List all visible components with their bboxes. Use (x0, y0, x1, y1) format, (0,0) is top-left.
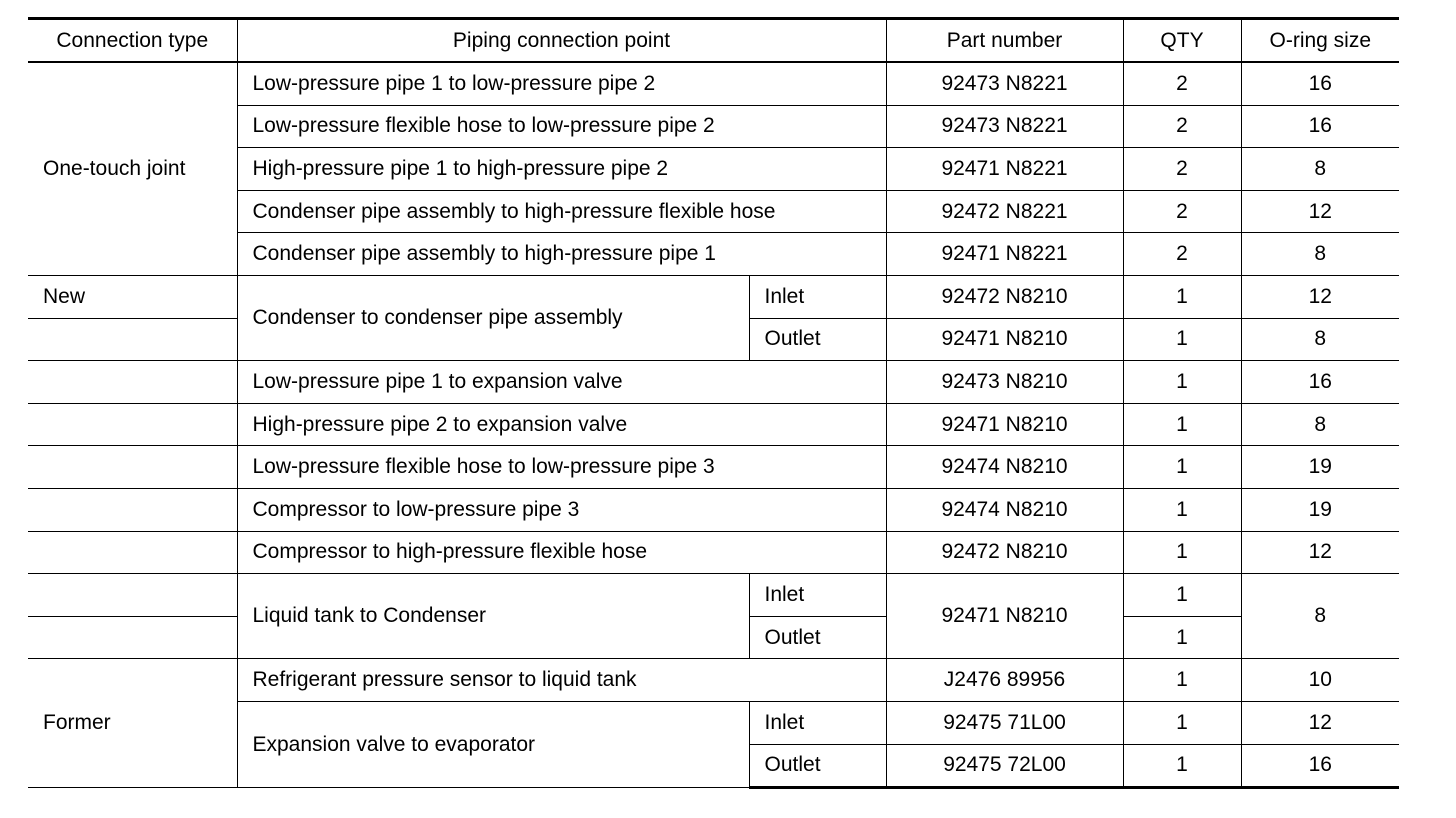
piping-point: Compressor to high-pressure flexible hose (237, 531, 886, 574)
piping-point: Expansion valve to evaporator (237, 701, 749, 787)
qty: 1 (1123, 403, 1241, 446)
part-number: 92472 N8210 (886, 275, 1123, 318)
sub-point-outlet: Outlet (749, 744, 886, 788)
qty: 1 (1123, 275, 1241, 318)
oring-size: 8 (1241, 403, 1399, 446)
piping-point: Condenser pipe assembly to high-pressure flexible hose (237, 190, 886, 233)
part-number: J2476 89956 (886, 659, 1123, 702)
group-empty (28, 488, 237, 531)
piping-point: Condenser to condenser pipe assembly (237, 275, 749, 360)
part-number: 92471 N8221 (886, 148, 1123, 191)
group-former: Former (28, 659, 237, 788)
oring-size: 8 (1241, 574, 1399, 659)
oring-size: 16 (1241, 105, 1399, 148)
qty: 1 (1123, 488, 1241, 531)
sub-point-inlet: Inlet (749, 701, 886, 744)
table-row (28, 531, 1399, 574)
part-number: 92473 N8221 (886, 62, 1123, 105)
sub-point-outlet: Outlet (749, 616, 886, 659)
oring-size: 16 (1241, 744, 1399, 788)
sub-point-inlet: Inlet (749, 275, 886, 318)
header-piping-connection-point: Piping connection point (237, 19, 886, 63)
group-empty (28, 574, 237, 617)
piping-point: Low-pressure flexible hose to low-pressure pipe 3 (237, 446, 886, 489)
o-ring-table (28, 17, 1399, 789)
piping-point: Low-pressure flexible hose to low-pressure pipe 2 (237, 105, 886, 148)
oring-size: 16 (1241, 62, 1399, 105)
group-empty (28, 446, 237, 489)
oring-size: 8 (1241, 318, 1399, 361)
table-row (28, 275, 1399, 318)
part-number: 92471 N8210 (886, 403, 1123, 446)
table-row (28, 574, 1399, 617)
piping-point: High-pressure pipe 1 to high-pressure pipe 2 (237, 148, 886, 191)
table-row (28, 403, 1399, 446)
oring-size: 12 (1241, 531, 1399, 574)
part-number: 92471 N8210 (886, 574, 1123, 659)
part-number: 92472 N8210 (886, 531, 1123, 574)
qty: 1 (1123, 574, 1241, 617)
group-one-touch-joint: One-touch joint (28, 62, 237, 275)
part-number: 92475 71L00 (886, 701, 1123, 744)
header-part-number: Part number (886, 19, 1123, 63)
qty: 1 (1123, 659, 1241, 702)
oring-size: 19 (1241, 488, 1399, 531)
part-number: 92475 72L00 (886, 744, 1123, 788)
oring-size: 10 (1241, 659, 1399, 702)
group-empty (28, 616, 237, 659)
oring-size: 16 (1241, 361, 1399, 404)
table-row (28, 446, 1399, 489)
qty: 1 (1123, 701, 1241, 744)
piping-point: Refrigerant pressure sensor to liquid tank (237, 659, 886, 702)
piping-point: Compressor to low-pressure pipe 3 (237, 488, 886, 531)
qty: 2 (1123, 62, 1241, 105)
piping-point: Low-pressure pipe 1 to low-pressure pipe 2 (237, 62, 886, 105)
oring-size: 12 (1241, 701, 1399, 744)
sub-point-inlet: Inlet (749, 574, 886, 617)
oring-size: 12 (1241, 275, 1399, 318)
qty: 1 (1123, 744, 1241, 788)
header-oring-size: O-ring size (1241, 19, 1399, 63)
sub-point-outlet: Outlet (749, 318, 886, 361)
header-connection-type: Connection type (28, 19, 237, 63)
oring-size: 12 (1241, 190, 1399, 233)
oring-size: 8 (1241, 233, 1399, 276)
oring-size: 8 (1241, 148, 1399, 191)
part-number: 92473 N8210 (886, 361, 1123, 404)
part-number: 92472 N8221 (886, 190, 1123, 233)
qty: 2 (1123, 190, 1241, 233)
piping-point: Liquid tank to Condenser (237, 574, 749, 659)
table-row (28, 659, 1399, 702)
piping-point: High-pressure pipe 2 to expansion valve (237, 403, 886, 446)
qty: 1 (1123, 318, 1241, 361)
group-empty (28, 403, 237, 446)
part-number: 92471 N8210 (886, 318, 1123, 361)
qty: 1 (1123, 446, 1241, 489)
qty: 2 (1123, 105, 1241, 148)
qty: 1 (1123, 531, 1241, 574)
table-row (28, 62, 1399, 105)
header-row (28, 19, 1399, 63)
group-empty (28, 318, 237, 361)
qty: 2 (1123, 148, 1241, 191)
part-number: 92471 N8221 (886, 233, 1123, 276)
group-new: New (28, 275, 237, 318)
part-number: 92474 N8210 (886, 446, 1123, 489)
group-empty (28, 531, 237, 574)
group-empty (28, 361, 237, 404)
piping-point: Condenser pipe assembly to high-pressure pipe 1 (237, 233, 886, 276)
table-row (28, 488, 1399, 531)
qty: 1 (1123, 361, 1241, 404)
oring-size: 19 (1241, 446, 1399, 489)
qty: 1 (1123, 616, 1241, 659)
piping-point: Low-pressure pipe 1 to expansion valve (237, 361, 886, 404)
table-row (28, 361, 1399, 404)
qty: 2 (1123, 233, 1241, 276)
part-number: 92473 N8221 (886, 105, 1123, 148)
header-qty: QTY (1123, 19, 1241, 63)
part-number: 92474 N8210 (886, 488, 1123, 531)
